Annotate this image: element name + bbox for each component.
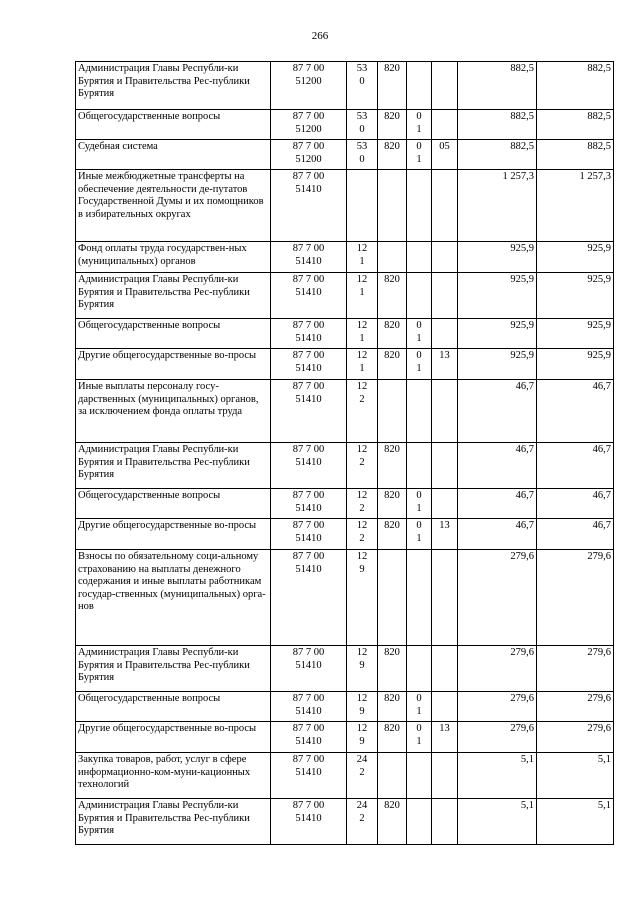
expense-type-code <box>347 170 378 242</box>
item-name: Администрация Главы Республи-ки Бурятия и Правительства Рес-публики Бурятия <box>76 62 271 110</box>
target-article-code <box>271 519 347 550</box>
subsection-code <box>432 273 458 319</box>
target-article-code-part: 51410 <box>295 532 322 544</box>
expense-type-code-part: 9 <box>359 563 365 575</box>
expense-type-code-part: 9 <box>359 705 365 717</box>
target-article-code-part: 87 7 00 <box>292 647 325 658</box>
expense-type-code <box>347 62 378 110</box>
item-name: Администрация Главы Республи-ки Бурятия и Правительства Рес-публики Бурятия <box>76 443 271 489</box>
expense-type-code <box>347 722 378 753</box>
section-code-part: 1 <box>416 362 422 374</box>
expense-type-code-part: 12 <box>356 647 368 658</box>
section-code <box>407 753 432 799</box>
amount-year-2: 882,5 <box>537 140 614 170</box>
target-article-code-part: 87 7 00 <box>292 490 325 501</box>
target-article-code-part: 51410 <box>295 183 322 195</box>
target-article-code <box>271 722 347 753</box>
table-row <box>76 443 614 489</box>
section-code-part: 0 <box>416 141 422 152</box>
section-code <box>407 140 432 170</box>
target-article-code-part: 87 7 00 <box>292 693 325 704</box>
target-article-code-part: 87 7 00 <box>292 520 325 531</box>
expense-type-code-part: 12 <box>356 274 368 285</box>
item-name: Другие общегосударственные во-просы <box>76 519 271 550</box>
amount-year-1: 925,9 <box>458 242 537 273</box>
amount-year-2: 1 257,3 <box>537 170 614 242</box>
administrator-code: 820 <box>378 722 407 753</box>
section-code <box>407 799 432 845</box>
administrator-code: 820 <box>378 489 407 519</box>
amount-year-1: 1 257,3 <box>458 170 537 242</box>
expense-type-code-part: 9 <box>359 659 365 671</box>
section-code-part: 1 <box>416 153 422 165</box>
target-article-code-part: 51410 <box>295 735 322 747</box>
table-row <box>76 110 614 140</box>
expense-type-code-part: 12 <box>356 444 368 455</box>
subsection-code <box>432 550 458 646</box>
subsection-code <box>432 242 458 273</box>
section-code-part: 0 <box>416 520 422 531</box>
target-article-code-part: 87 7 00 <box>292 243 325 254</box>
table-body <box>76 62 614 845</box>
table-row <box>76 550 614 646</box>
subsection-code <box>432 380 458 443</box>
target-article-code-part: 51410 <box>295 502 322 514</box>
amount-year-2: 882,5 <box>537 110 614 140</box>
target-article-code <box>271 349 347 380</box>
subsection-code <box>432 753 458 799</box>
target-article-code <box>271 753 347 799</box>
section-code-part: 1 <box>416 532 422 544</box>
administrator-code: 820 <box>378 273 407 319</box>
target-article-code <box>271 380 347 443</box>
section-code <box>407 692 432 722</box>
target-article-code-part: 51410 <box>295 812 322 824</box>
expense-type-code-part: 12 <box>356 520 368 531</box>
amount-year-1: 925,9 <box>458 319 537 349</box>
administrator-code: 820 <box>378 140 407 170</box>
table-row <box>76 519 614 550</box>
subsection-code <box>432 110 458 140</box>
amount-year-2: 279,6 <box>537 646 614 692</box>
table-row <box>76 692 614 722</box>
target-article-code <box>271 692 347 722</box>
administrator-code: 820 <box>378 62 407 110</box>
administrator-code <box>378 242 407 273</box>
section-code <box>407 519 432 550</box>
amount-year-2: 882,5 <box>537 62 614 110</box>
section-code <box>407 170 432 242</box>
expense-type-code-part: 2 <box>359 532 365 544</box>
target-article-code <box>271 140 347 170</box>
expense-type-code-part: 53 <box>356 63 368 74</box>
table-row <box>76 753 614 799</box>
target-article-code <box>271 62 347 110</box>
target-article-code <box>271 443 347 489</box>
table-row <box>76 273 614 319</box>
section-code <box>407 242 432 273</box>
subsection-code <box>432 489 458 519</box>
target-article-code-part: 51410 <box>295 286 322 298</box>
expense-type-code-part: 12 <box>356 490 368 501</box>
target-article-code-part: 51410 <box>295 563 322 575</box>
amount-year-1: 46,7 <box>458 380 537 443</box>
item-name: Общегосударственные вопросы <box>76 489 271 519</box>
amount-year-2: 925,9 <box>537 319 614 349</box>
amount-year-2: 925,9 <box>537 242 614 273</box>
section-code <box>407 489 432 519</box>
expense-type-code <box>347 242 378 273</box>
amount-year-2: 279,6 <box>537 722 614 753</box>
table-row <box>76 489 614 519</box>
amount-year-1: 5,1 <box>458 799 537 845</box>
subsection-code <box>432 170 458 242</box>
budget-table <box>75 61 614 845</box>
page-number: 266 <box>311 30 329 42</box>
amount-year-1: 882,5 <box>458 110 537 140</box>
target-article-code-part: 51410 <box>295 332 322 344</box>
item-name: Иные межбюджетные трансферты на обеспечение деятельности де-путатов Государственной Думы и их помощников в избирательных округах <box>76 170 271 242</box>
section-code <box>407 443 432 489</box>
target-article-code-part: 51200 <box>295 153 322 165</box>
subsection-code <box>432 443 458 489</box>
expense-type-code-part: 9 <box>359 735 365 747</box>
target-article-code-part: 51200 <box>295 75 322 87</box>
subsection-code: 13 <box>432 519 458 550</box>
expense-type-code-part: 53 <box>356 141 368 152</box>
amount-year-2: 46,7 <box>537 519 614 550</box>
expense-type-code <box>347 692 378 722</box>
expense-type-code-part: 12 <box>356 693 368 704</box>
target-article-code <box>271 646 347 692</box>
administrator-code: 820 <box>378 110 407 140</box>
target-article-code <box>271 550 347 646</box>
item-name: Другие общегосударственные во-просы <box>76 722 271 753</box>
target-article-code-part: 87 7 00 <box>292 551 325 562</box>
table-row <box>76 380 614 443</box>
table-row <box>76 170 614 242</box>
target-article-code <box>271 799 347 845</box>
subsection-code <box>432 692 458 722</box>
section-code-part: 0 <box>416 350 422 361</box>
administrator-code: 820 <box>378 799 407 845</box>
target-article-code-part: 51200 <box>295 123 322 135</box>
item-name: Общегосударственные вопросы <box>76 692 271 722</box>
amount-year-2: 279,6 <box>537 692 614 722</box>
expense-type-code-part: 12 <box>356 243 368 254</box>
section-code <box>407 722 432 753</box>
expense-type-code <box>347 110 378 140</box>
administrator-code: 820 <box>378 692 407 722</box>
target-article-code <box>271 170 347 242</box>
expense-type-code <box>347 489 378 519</box>
target-article-code <box>271 110 347 140</box>
expense-type-code-part: 2 <box>359 502 365 514</box>
table-row <box>76 319 614 349</box>
section-code-part: 1 <box>416 123 422 135</box>
expense-type-code-part: 1 <box>359 332 365 344</box>
item-name: Администрация Главы Республи-ки Бурятия и Правительства Рес-публики Бурятия <box>76 273 271 319</box>
expense-type-code-part: 1 <box>359 255 365 267</box>
section-code-part: 1 <box>416 705 422 717</box>
item-name: Закупка товаров, работ, услуг в сфере информационно-ком-муни-кационных технологий <box>76 753 271 799</box>
expense-type-code-part: 12 <box>356 381 368 392</box>
amount-year-1: 279,6 <box>458 550 537 646</box>
expense-type-code <box>347 753 378 799</box>
table-row <box>76 799 614 845</box>
section-code <box>407 550 432 646</box>
section-code <box>407 380 432 443</box>
table-row <box>76 62 614 110</box>
target-article-code <box>271 319 347 349</box>
target-article-code-part: 51410 <box>295 705 322 717</box>
item-name: Администрация Главы Республи-ки Бурятия и Правительства Рес-публики Бурятия <box>76 646 271 692</box>
amount-year-2: 5,1 <box>537 753 614 799</box>
subsection-code <box>432 646 458 692</box>
administrator-code: 820 <box>378 443 407 489</box>
expense-type-code-part: 0 <box>359 123 365 135</box>
section-code <box>407 62 432 110</box>
administrator-code: 820 <box>378 519 407 550</box>
section-code-part: 0 <box>416 111 422 122</box>
section-code <box>407 319 432 349</box>
target-article-code-part: 51410 <box>295 362 322 374</box>
amount-year-2: 46,7 <box>537 380 614 443</box>
expense-type-code-part: 1 <box>359 362 365 374</box>
section-code-part: 0 <box>416 723 422 734</box>
amount-year-1: 279,6 <box>458 722 537 753</box>
target-article-code-part: 87 7 00 <box>292 171 325 182</box>
expense-type-code-part: 12 <box>356 320 368 331</box>
expense-type-code <box>347 799 378 845</box>
target-article-code-part: 87 7 00 <box>292 444 325 455</box>
item-name: Судебная система <box>76 140 271 170</box>
section-code-part: 1 <box>416 332 422 344</box>
amount-year-2: 46,7 <box>537 443 614 489</box>
target-article-code-part: 51410 <box>295 659 322 671</box>
expense-type-code-part: 24 <box>356 754 368 765</box>
expense-type-code-part: 2 <box>359 393 365 405</box>
target-article-code-part: 51410 <box>295 255 322 267</box>
administrator-code <box>378 753 407 799</box>
item-name: Иные выплаты персоналу госу-дарственных (муниципальных) органов, за исключением фонда оплаты труда <box>76 380 271 443</box>
section-code <box>407 110 432 140</box>
amount-year-1: 279,6 <box>458 646 537 692</box>
expense-type-code <box>347 140 378 170</box>
amount-year-1: 279,6 <box>458 692 537 722</box>
section-code <box>407 646 432 692</box>
expense-type-code-part: 2 <box>359 456 365 468</box>
expense-type-code-part: 2 <box>359 812 365 824</box>
amount-year-1: 925,9 <box>458 349 537 380</box>
expense-type-code <box>347 273 378 319</box>
subsection-code <box>432 319 458 349</box>
expense-type-code-part: 24 <box>356 800 368 811</box>
target-article-code-part: 51410 <box>295 766 322 778</box>
expense-type-code <box>347 519 378 550</box>
expense-type-code <box>347 443 378 489</box>
amount-year-1: 46,7 <box>458 489 537 519</box>
item-name: Общегосударственные вопросы <box>76 319 271 349</box>
item-name: Другие общегосударственные во-просы <box>76 349 271 380</box>
amount-year-1: 5,1 <box>458 753 537 799</box>
section-code-part: 1 <box>416 735 422 747</box>
amount-year-1: 46,7 <box>458 443 537 489</box>
section-code-part: 0 <box>416 320 422 331</box>
section-code-part: 1 <box>416 502 422 514</box>
item-name: Взносы по обязательному соци-альному страхованию на выплаты денежного содержания и иные выплаты работникам государ-ственных (муниципальных) орга-нов <box>76 550 271 646</box>
expense-type-code-part: 2 <box>359 766 365 778</box>
administrator-code <box>378 550 407 646</box>
table-row <box>76 242 614 273</box>
item-name: Общегосударственные вопросы <box>76 110 271 140</box>
administrator-code <box>378 380 407 443</box>
subsection-code <box>432 799 458 845</box>
expense-type-code <box>347 319 378 349</box>
subsection-code <box>432 62 458 110</box>
target-article-code-part: 87 7 00 <box>292 800 325 811</box>
target-article-code-part: 87 7 00 <box>292 274 325 285</box>
target-article-code-part: 87 7 00 <box>292 381 325 392</box>
expense-type-code-part: 53 <box>356 111 368 122</box>
expense-type-code-part: 0 <box>359 75 365 87</box>
target-article-code-part: 51410 <box>295 456 322 468</box>
expense-type-code-part: 1 <box>359 286 365 298</box>
amount-year-2: 46,7 <box>537 489 614 519</box>
subsection-code: 13 <box>432 349 458 380</box>
amount-year-1: 46,7 <box>458 519 537 550</box>
target-article-code <box>271 273 347 319</box>
subsection-code: 13 <box>432 722 458 753</box>
table-row <box>76 646 614 692</box>
item-name: Администрация Главы Республи-ки Бурятия и Правительства Рес-публики Бурятия <box>76 799 271 845</box>
expense-type-code-part: 12 <box>356 350 368 361</box>
table-row <box>76 349 614 380</box>
target-article-code-part: 87 7 00 <box>292 63 325 74</box>
table-row <box>76 722 614 753</box>
amount-year-1: 882,5 <box>458 62 537 110</box>
amount-year-2: 925,9 <box>537 349 614 380</box>
table-row <box>76 140 614 170</box>
section-code <box>407 349 432 380</box>
target-article-code-part: 87 7 00 <box>292 754 325 765</box>
target-article-code-part: 87 7 00 <box>292 723 325 734</box>
expense-type-code-part: 12 <box>356 723 368 734</box>
section-code-part: 0 <box>416 490 422 501</box>
target-article-code-part: 87 7 00 <box>292 111 325 122</box>
expense-type-code <box>347 550 378 646</box>
target-article-code <box>271 242 347 273</box>
administrator-code: 820 <box>378 319 407 349</box>
amount-year-2: 5,1 <box>537 799 614 845</box>
amount-year-1: 882,5 <box>458 140 537 170</box>
amount-year-2: 279,6 <box>537 550 614 646</box>
expense-type-code <box>347 646 378 692</box>
section-code <box>407 273 432 319</box>
expense-type-code <box>347 349 378 380</box>
administrator-code: 820 <box>378 349 407 380</box>
target-article-code-part: 87 7 00 <box>292 350 325 361</box>
expense-type-code-part: 0 <box>359 153 365 165</box>
expense-type-code <box>347 380 378 443</box>
target-article-code <box>271 489 347 519</box>
section-code-part: 0 <box>416 693 422 704</box>
amount-year-1: 925,9 <box>458 273 537 319</box>
subsection-code: 05 <box>432 140 458 170</box>
target-article-code-part: 87 7 00 <box>292 141 325 152</box>
amount-year-2: 925,9 <box>537 273 614 319</box>
administrator-code: 820 <box>378 646 407 692</box>
target-article-code-part: 51410 <box>295 393 322 405</box>
target-article-code-part: 87 7 00 <box>292 320 325 331</box>
item-name: Фонд оплаты труда государствен-ных (муниципальных) органов <box>76 242 271 273</box>
expense-type-code-part: 12 <box>356 551 368 562</box>
administrator-code <box>378 170 407 242</box>
